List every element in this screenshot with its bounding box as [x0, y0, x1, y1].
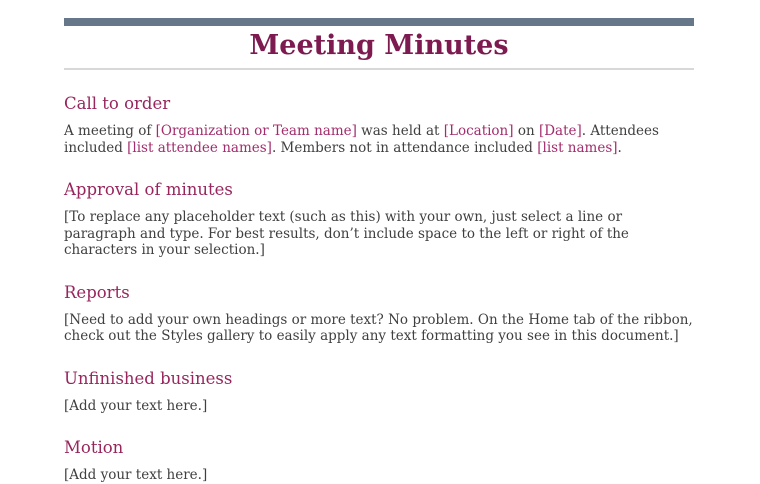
placeholder-text[interactable]: [list attendee names] [127, 139, 272, 156]
placeholder-text[interactable]: [Organization or Team name] [155, 123, 357, 139]
body-text: [Need to add your own headings or more text? No problem. On the Home tab of the ribbon, check out the Styles gallery to easily apply any text formatting you see in this document.] [64, 311, 693, 344]
section-heading: Call to order [64, 94, 171, 113]
accent-bar [64, 18, 694, 26]
document-section [64, 94, 694, 156]
body-text: . [617, 139, 622, 156]
section-paragraph [64, 312, 694, 345]
section-heading: Reports [64, 282, 130, 302]
placeholder-text[interactable]: [Location] [443, 123, 514, 139]
body-text: [To replace any placeholder text (such as this) with your own, just select a line or paragraph and type. For best results, don’t include space to the left or right of the characters in your selection.] [64, 209, 629, 258]
document-title: Meeting Minutes [249, 30, 509, 61]
section-heading: Motion [64, 438, 124, 457]
placeholder-text[interactable]: [list names] [537, 139, 618, 156]
section-paragraph [64, 123, 694, 156]
document-section [64, 369, 694, 415]
document-section [64, 438, 694, 484]
body-text: was held at [356, 123, 444, 139]
section-paragraph [64, 209, 694, 259]
title-divider [64, 68, 694, 70]
document-section [64, 180, 694, 259]
body-text: on [513, 123, 539, 139]
section-heading: Unfinished business [64, 368, 233, 388]
body-text: . Members not in attendance included [271, 139, 538, 156]
body-text: [Add your text here.] [64, 397, 208, 414]
section-paragraph [64, 398, 694, 415]
placeholder-text[interactable]: [Date] [538, 123, 582, 139]
body-text: . Attendees included [64, 123, 659, 156]
document-section [64, 283, 694, 345]
section-heading: Approval of minutes [64, 180, 233, 199]
section-paragraph [64, 467, 694, 484]
body-text: [Add your text here.] [64, 467, 208, 483]
body-text: A meeting of [64, 123, 156, 139]
document-body [64, 94, 694, 484]
